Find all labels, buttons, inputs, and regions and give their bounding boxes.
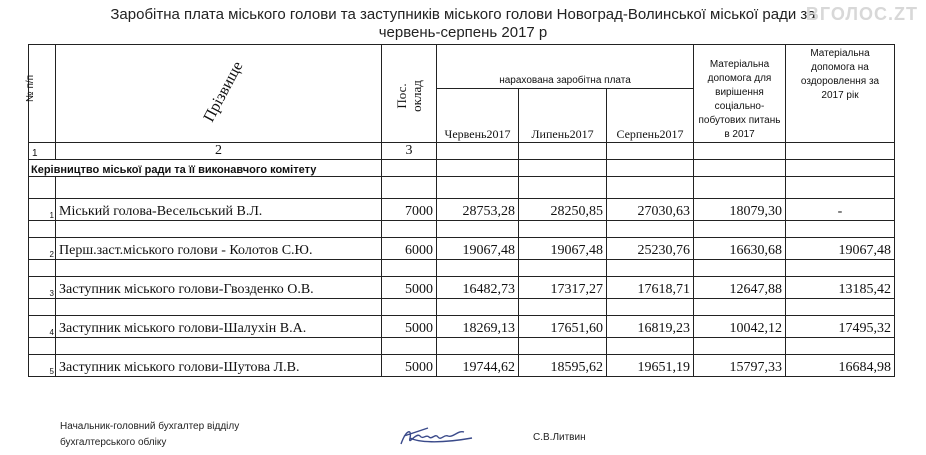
row-name: Заступник міського голови-Шалухін В.А.	[56, 316, 382, 338]
row-june: 19744,62	[437, 355, 519, 377]
header-june: Червень2017	[437, 89, 519, 143]
row-aid-social: 10042,12	[694, 316, 786, 338]
header-salary	[382, 45, 437, 143]
row-name: Перш.заст.міського голови - Колотов С.Ю.	[56, 238, 382, 260]
header-salary-label: Пос. оклад	[394, 80, 424, 112]
header-num-label: № п/п	[25, 74, 37, 103]
row-july: 19067,48	[519, 238, 607, 260]
row-aid-social: 12647,88	[694, 277, 786, 299]
header-surname-label: Прізвище	[200, 58, 247, 125]
row-salary: 5000	[382, 355, 437, 377]
colnum-1: 1	[29, 143, 56, 160]
row-august: 25230,76	[607, 238, 694, 260]
row-number: 3	[29, 277, 56, 299]
footer-position-line1: Начальник-головний бухгалтер відділу	[60, 421, 240, 432]
row-aid-social: 15797,33	[694, 355, 786, 377]
row-july: 17651,60	[519, 316, 607, 338]
row-august: 16819,23	[607, 316, 694, 338]
row-salary: 5000	[382, 277, 437, 299]
watermark-logo: ВГОЛОС.ZT	[805, 4, 918, 24]
header-num	[25, 45, 56, 143]
section-title: Керівництво міської ради та її виконавчого комітету	[29, 160, 382, 177]
row-aid-health: 17495,32	[786, 316, 895, 338]
document-title-line1: Заробітна плата міського голови та заступників міського голови Новоград-Волинської міської ради за	[110, 6, 816, 23]
row-july: 18595,62	[519, 355, 607, 377]
header-accrued: нарахована заробітна плата	[437, 45, 694, 89]
header-surname	[56, 45, 382, 143]
header-august: Серпень2017	[607, 89, 694, 143]
row-number: 2	[29, 238, 56, 260]
footer-signer-name: С.В.Литвин	[533, 432, 586, 443]
row-july: 28250,85	[519, 199, 607, 221]
table-row	[29, 355, 895, 377]
header-aid-health: Матеріальна допомога на оздоровлення за 2017 рік	[786, 45, 895, 143]
colnum-2: 2	[56, 143, 382, 160]
table-row	[29, 238, 895, 260]
row-aid-health: -	[786, 199, 895, 221]
row-june: 19067,48	[437, 238, 519, 260]
salary-table	[25, 44, 895, 377]
header-aid-social: Матеріальна допомога для вирішення соціально-побутових питань в 2017	[694, 45, 786, 143]
row-salary: 7000	[382, 199, 437, 221]
row-june: 18269,13	[437, 316, 519, 338]
row-salary: 5000	[382, 316, 437, 338]
document-title-line2: червень-серпень 2017 р	[378, 24, 548, 41]
row-salary: 6000	[382, 238, 437, 260]
row-number: 1	[29, 199, 56, 221]
signature-image	[398, 424, 478, 452]
row-aid-health: 13185,42	[786, 277, 895, 299]
row-name: Міський голова-Весельський В.Л.	[56, 199, 382, 221]
row-number: 4	[29, 316, 56, 338]
row-name: Заступник міського голови-Гвозденко О.В.	[56, 277, 382, 299]
row-june: 28753,28	[437, 199, 519, 221]
colnum-3: 3	[382, 143, 437, 160]
table-row	[29, 277, 895, 299]
row-aid-social: 18079,30	[694, 199, 786, 221]
row-aid-social: 16630,68	[694, 238, 786, 260]
row-july: 17317,27	[519, 277, 607, 299]
row-aid-health: 19067,48	[786, 238, 895, 260]
row-aid-health: 16684,98	[786, 355, 895, 377]
row-june: 16482,73	[437, 277, 519, 299]
row-august: 17618,71	[607, 277, 694, 299]
row-number: 5	[29, 355, 56, 377]
row-august: 27030,63	[607, 199, 694, 221]
header-july: Липень2017	[519, 89, 607, 143]
table-row	[29, 199, 895, 221]
row-name: Заступник міського голови-Шутова Л.В.	[56, 355, 382, 377]
footer-position-line2: бухгалтерського обліку	[60, 437, 167, 448]
table-row	[29, 316, 895, 338]
row-august: 19651,19	[607, 355, 694, 377]
